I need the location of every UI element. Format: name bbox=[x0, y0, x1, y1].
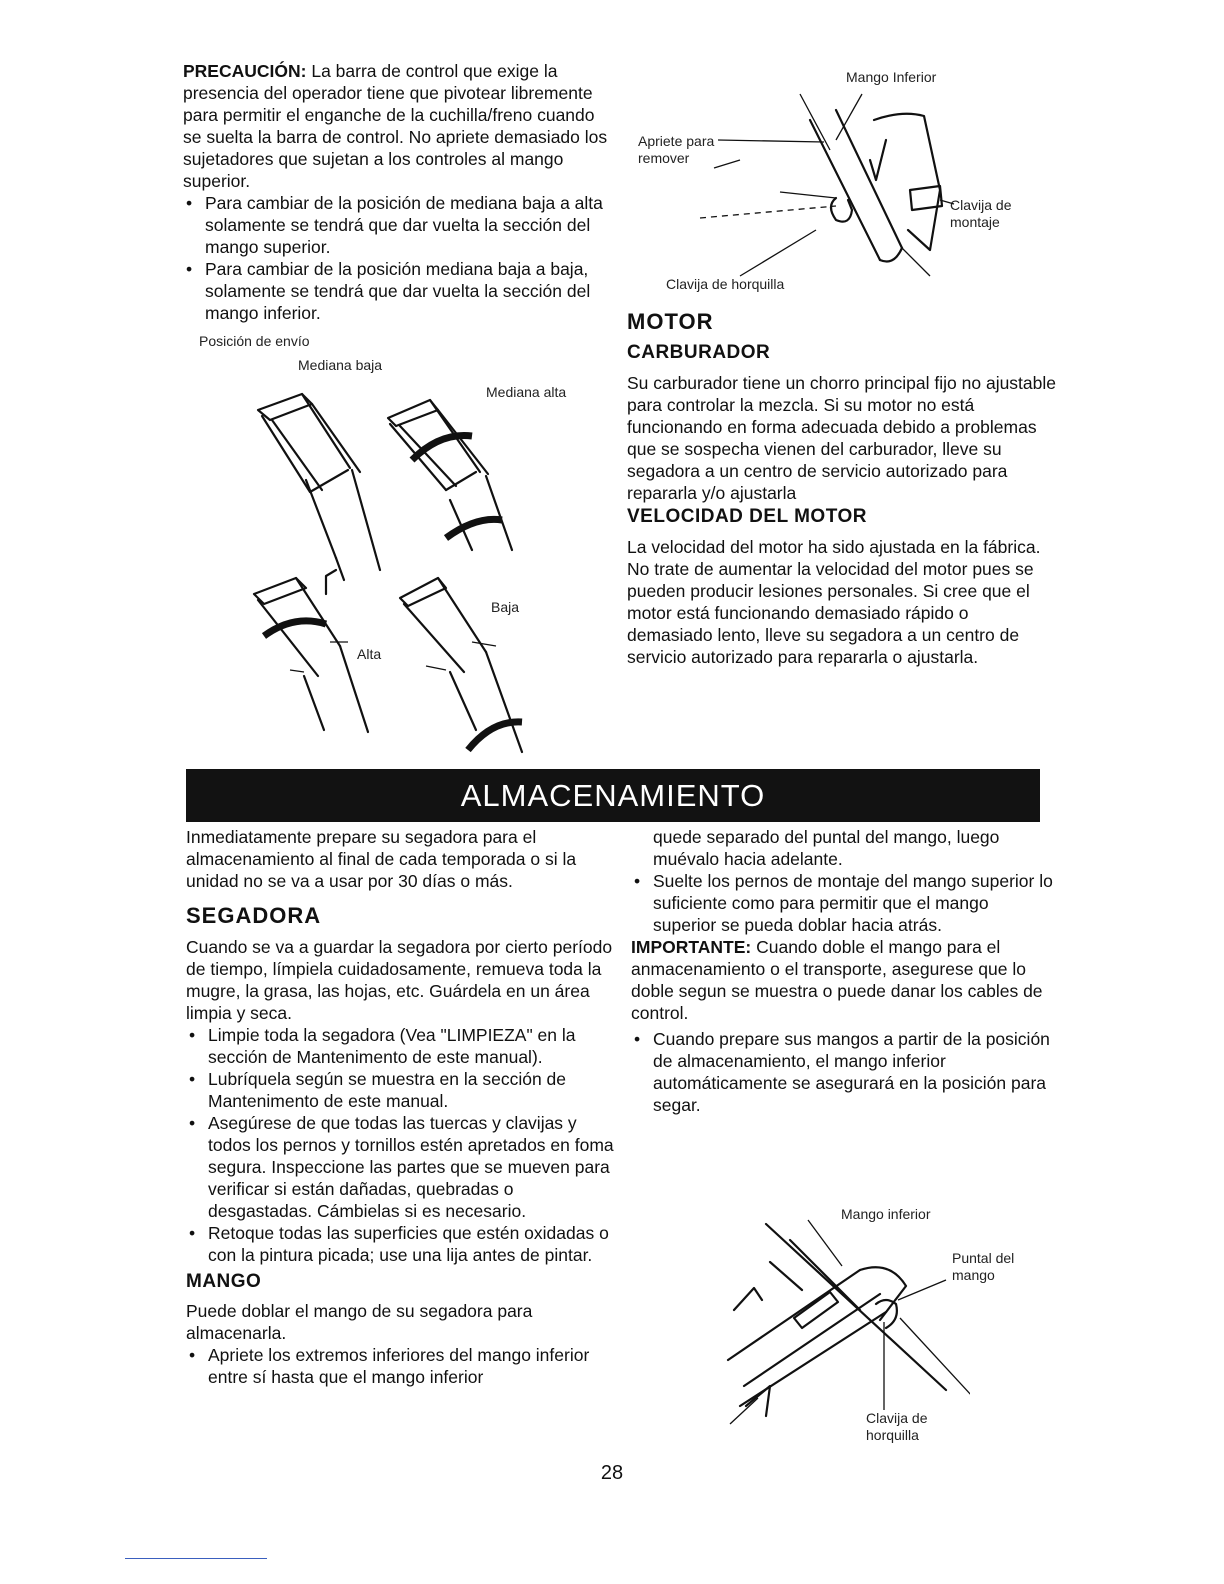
caution-label: PRECAUCIÓN: bbox=[183, 61, 307, 81]
storage-left-column bbox=[186, 826, 614, 1388]
label-squeeze-to-remove: Apriete para remover bbox=[638, 133, 715, 166]
label-high: Alta bbox=[357, 646, 382, 662]
carburetor-heading: CARBURADOR bbox=[627, 342, 771, 363]
handle-high-drawing bbox=[254, 570, 368, 732]
list-item: • Retoque todas las superficies que estén oxidadas o con la pintura picada; use una lija antes de pintar. bbox=[186, 1222, 614, 1266]
caution-text: La barra de control que exige la presencia del operador tiene que pivotear libremente para permitir el enganche de la cuchilla/freno cuando se suelta la barra de control. No apriete demasiado los sujetadores que sujetan a los controles al mango superior. bbox=[183, 61, 608, 191]
list-item: • Limpie toda la segadora (Vea "LIMPIEZA" en la sección de Mantenimento de este manual). bbox=[186, 1024, 614, 1068]
engine-speed-heading: VELOCIDAD DEL MOTOR bbox=[627, 506, 867, 527]
important-label: IMPORTANTE: bbox=[631, 937, 752, 957]
segadora-list bbox=[186, 1024, 614, 1266]
continued-text: quede separado del puntal del mango, luego muévalo hacia adelante. bbox=[653, 827, 1000, 869]
segadora-heading: SEGADORA bbox=[186, 903, 322, 928]
list-item: • Cuando prepare sus mangos a partir de la posición de almacenamiento, el mango inferior automáticamente se asegurará en la posición para segar. bbox=[631, 1028, 1056, 1116]
handle-position-list bbox=[183, 192, 613, 324]
handle-mid-high-drawing bbox=[388, 400, 512, 550]
caution-paragraph bbox=[183, 60, 613, 192]
storage-banner: ALMACENAMIENTO bbox=[186, 769, 1040, 822]
carburetor-text: Su carburador tiene un chorro principal fijo no ajustable para controlar la mezcla. Si su motor no está funcionando en forma adecuada debido a problemas que se sospecha vienen del carburador, lleve su segadora a un centro de servicio autorizado para repararla y/o ajustarla bbox=[627, 373, 1057, 503]
folded-handle-illustration bbox=[710, 1210, 970, 1430]
handle-mid-low-drawing bbox=[258, 394, 380, 580]
label-lower-handle-2: Mango inferior bbox=[841, 1206, 931, 1222]
list-item: • Lubríquela según se muestra en la sección de Mantenimento de este manual. bbox=[186, 1068, 614, 1112]
list-item: • Asegúrese de que todas las tuercas y clavijas y todos los pernos y tornillos estén apretados en foma segura. Inspeccione las partes que se mueven para verificar si están dañadas, quebradas o desgastadas. Cámbielas si es necesario. bbox=[186, 1112, 614, 1222]
label-low: Baja bbox=[491, 599, 520, 615]
handle-low-drawing bbox=[400, 578, 522, 752]
list-item: • Para cambiar de la posición de mediana baja a alta solamente se tendrá que dar vuelta la sección del mango superior. bbox=[183, 192, 613, 258]
label-lower-handle: Mango Inferior bbox=[846, 69, 937, 85]
engine-speed-text: La velocidad del motor ha sido ajustada en la fábrica. No trate de aumentar la velocidad del motor pues se pueden producir lesiones personales. Si cree que el motor está funcionando demasiado rápido o demasiado lento, lleve su segadora a un centro de servicio autorizado para repararla o ajustarla. bbox=[627, 537, 1041, 667]
label-mid-high: Mediana alta bbox=[486, 384, 567, 400]
storage-right-list-1 bbox=[631, 870, 1056, 936]
mango-list bbox=[186, 1344, 614, 1388]
label-handle-strut: Puntal del mango bbox=[952, 1250, 1015, 1283]
handle-positions-illustration bbox=[240, 380, 550, 770]
page-number: 28 bbox=[600, 1462, 624, 1484]
motor-heading: MOTOR bbox=[627, 309, 714, 334]
label-hitch-pin-2: Clavija de horquilla bbox=[866, 1410, 928, 1443]
segadora-text: Cuando se va a guardar la segadora por cierto período de tiempo, límpiela cuidadosamente, remueva toda la mugre, la grasa, las hojas, etc. Guárdela en un área limpia y seca. bbox=[186, 937, 613, 1023]
label-mount-pin: Clavija de montaje bbox=[950, 197, 1012, 230]
motor-section bbox=[627, 308, 1057, 668]
storage-intro: Inmediatamente prepare su segadora para el almacenamiento al final de cada temporada o si la unidad no se va a usar por 30 días o más. bbox=[186, 827, 577, 891]
mango-text: Puede doblar el mango de su segadora para almacenarla. bbox=[186, 1301, 533, 1343]
mango-heading: MANGO bbox=[186, 1271, 262, 1292]
caution-block bbox=[183, 60, 613, 324]
hitch-pin-illustration bbox=[640, 80, 960, 280]
label-mid-low: Mediana baja bbox=[298, 357, 383, 373]
storage-right-list-2 bbox=[631, 1028, 1056, 1116]
important-paragraph bbox=[631, 936, 1056, 1024]
label-shipping-position: Posición de envío bbox=[199, 333, 310, 349]
list-item: • Apriete los extremos inferiores del mango inferior entre sí hasta que el mango inferior bbox=[186, 1344, 614, 1388]
storage-right-column bbox=[631, 826, 1056, 1116]
footer-rule bbox=[125, 1558, 267, 1559]
list-item: • Suelte los pernos de montaje del mango superior lo suficiente como para permitir que el mango superior se pueda doblar hacia atrás. bbox=[631, 870, 1056, 936]
important-text: Cuando doble el mango para el anmacenamiento o el transporte, asegurese que lo doble segun se muestra o puede danar los cables de control. bbox=[631, 937, 1043, 1023]
label-hitch-pin: Clavija de horquilla bbox=[666, 276, 785, 292]
list-item: • Para cambiar de la posición mediana baja a baja, solamente se tendrá que dar vuelta la sección del mango inferior. bbox=[183, 258, 613, 324]
